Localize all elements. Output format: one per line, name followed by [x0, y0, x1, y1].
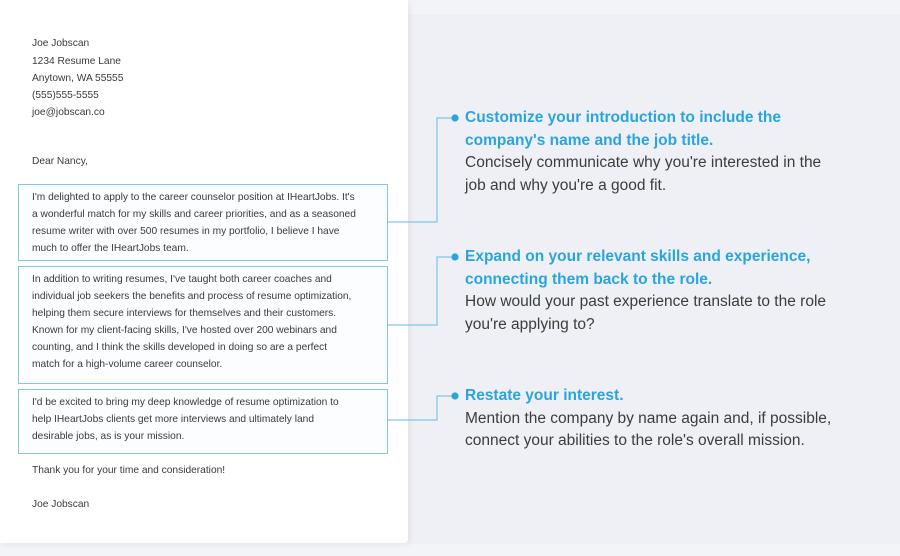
callout-heading: Restate your interest.	[465, 387, 624, 404]
cover-letter	[0, 0, 408, 543]
callout-introduction	[465, 107, 885, 197]
callout-description: you're applying to?	[465, 315, 595, 333]
paragraph-line: helping them secure interviews for themselves and their customers.	[32, 308, 337, 319]
interest-paragraph-box	[18, 389, 388, 454]
paragraph-line: I'm delighted to apply to the career counselor position at IHeartJobs. It's	[32, 192, 355, 203]
sender-email: joe@jobscan.co	[32, 107, 105, 118]
sender-name: Joe Jobscan	[32, 38, 90, 49]
signature: Joe Jobscan	[32, 499, 90, 510]
paragraph-line: resume writer with over 500 resumes in my portfolio, I believe I have	[32, 226, 340, 237]
paragraph-line: Known for my client-facing skills, I've hosted over 200 webinars and	[32, 325, 337, 336]
sender-city: Anytown, WA 55555	[32, 73, 124, 84]
paragraph-line: individual job seekers the benefits and process of resume optimization,	[32, 291, 352, 302]
callout-description: job and why you're a good fit.	[465, 176, 667, 194]
callout-heading: Expand on your relevant skills and experience,	[465, 248, 811, 265]
sender-phone: (555)555-5555	[32, 90, 99, 101]
callout-heading: Customize your introduction to include the	[465, 109, 782, 126]
closing: Thank you for your time and consideration!	[32, 465, 226, 476]
callout-description: How would your past experience translate to the role	[465, 293, 827, 310]
sender-address: 1234 Resume Lane	[32, 56, 121, 67]
intro-paragraph-box	[18, 184, 388, 261]
callout-skills	[465, 246, 885, 336]
callout-interest	[465, 385, 885, 453]
callout-description: Mention the company by name again and, if possible,	[465, 409, 832, 427]
paragraph-line: a wonderful match for my skills and career priorities, and as a seasoned	[32, 209, 356, 220]
paragraph-line: I'd be excited to bring my deep knowledge of resume optimization to	[32, 397, 339, 408]
callout-description: connect your abilities to the role's overall mission.	[465, 432, 805, 449]
paragraph-line: counting, and I think the skills developed in doing so are a perfect	[32, 342, 328, 353]
callout-heading: company's name and the job title.	[465, 131, 714, 149]
skills-paragraph-box	[18, 266, 388, 384]
paragraph-line: desirable jobs, as is your mission.	[32, 431, 185, 442]
callout-description: Concisely communicate why you're interested in the	[465, 154, 822, 171]
paragraph-line: In addition to writing resumes, I've taught both career coaches and	[32, 274, 332, 285]
paragraph-line: much to offer the IHeartJobs team.	[32, 243, 189, 254]
paragraph-line: help IHeartJobs clients get more interviews and ultimately land	[32, 414, 314, 425]
greeting: Dear Nancy,	[32, 156, 88, 167]
callout-heading: connecting them back to the role.	[465, 270, 713, 288]
paragraph-line: match for a high-volume career counselor.	[32, 359, 223, 370]
